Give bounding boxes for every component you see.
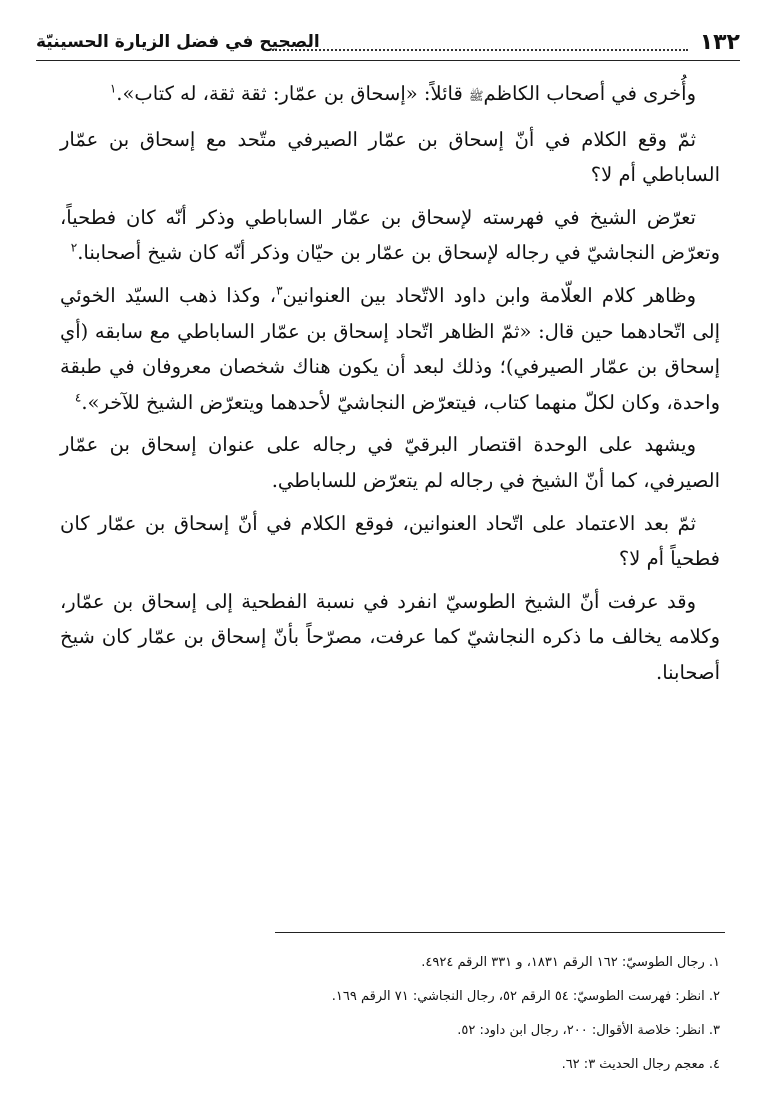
- page-number: ١٣٢: [699, 30, 740, 55]
- paragraph: [60, 200, 720, 271]
- footnote-mark: ٢: [70, 240, 78, 255]
- footnote-mark: ١: [109, 81, 117, 96]
- paragraph: وأُخرى في أصحاب الكاظمﷺ قائلاً: «إسحاق بن عمّار: ثقة ثقة، له كتاب».$^١$: [109, 81, 696, 105]
- footnote-mark: ٣: [276, 283, 283, 298]
- running-title: الصحيح في فضل الزيارة الحسينيّة: [36, 32, 320, 52]
- footnote: ٣. انظر: خلاصة الأقوال: ٢٠٠، رجال ابن داود: ٥٢.: [457, 1023, 720, 1038]
- honorific-symbol: ﷺ: [468, 89, 484, 103]
- footnote: ٢. انظر: فهرست الطوسيّ: ٥٤ الرقم ٥٢، رجال النجاشي: ٧١ الرقم ١٦٩.: [331, 989, 720, 1004]
- paragraph: ثمّ بعد الاعتماد على اتّحاد العنوانين، فوقع الكلام في أنّ إسحاق بن عمّار كان فطحياً أم لا؟: [60, 511, 720, 571]
- paragraph: ويشهد على الوحدة اقتصار البرقيّ في رجاله على عنوان إسحاق بن عمّار الصيرفي، كما أنّ الشيخ في رجاله لم يتعرّض للساباطي.: [60, 433, 720, 492]
- main-text: [60, 76, 720, 698]
- footnote: ١. رجال الطوسيّ: ١٦٢ الرقم ١٨٣١، و ٣٣١ الرقم ٤٩٢٤.: [421, 955, 720, 970]
- page-header: [36, 30, 740, 61]
- header-dot-leader: [272, 49, 688, 51]
- footnote-mark: ٤: [74, 390, 82, 405]
- paragraph: وظاهر كلام العلّامة وابن داود الاتّحاد بين العنوانين$^٣$، وكذا ذهب السيّد الخوئي إلى اتّحادهما حين قال: «ثمّ الظاهر اتّحاد إسحاق بن عمّار الساباطي مع سابقه (أي إسحاق بن عمّار الصيرفي)؛ وذلك لبعد أن يكون هناك شخصان معروفان في طبقة واحدة، وكان لكلّ منهما كتاب، فيتعرّض النجاشيّ لأحدهما ويتعرّض الشيخ للآخر».$^٤$: [60, 283, 720, 414]
- footnote: ٤. معجم رجال الحديث ٣: ٦٢.: [561, 1057, 720, 1072]
- paragraph: وقد عرفت أنّ الشيخ الطوسيّ انفرد في نسبة الفطحية إلى إسحاق بن عمّار، وكلامه يخالف ما ذكره النجاشيّ كما عرفت، مصرّحاً بأنّ إسحاق بن عمّار كان شيخ أصحابنا.: [60, 589, 720, 684]
- footnotes: [60, 946, 720, 1082]
- paragraph: ثمّ وقع الكلام في أنّ إسحاق بن عمّار الصيرفي متّحد مع إسحاق بن عمّار الساباطي أم لا؟: [60, 127, 720, 187]
- paragraph-text: تعرّض الشيخ في فهرسته لإسحاق بن عمّار الساباطي وذكر أنّه كان فطحياً، وتعرّض النجاشيّ في رجاله لإسحاق بن عمّار بن حيّان وذكر أنّه كان شيخ أصحابنا.: [60, 205, 720, 265]
- footnote-divider: [275, 932, 725, 933]
